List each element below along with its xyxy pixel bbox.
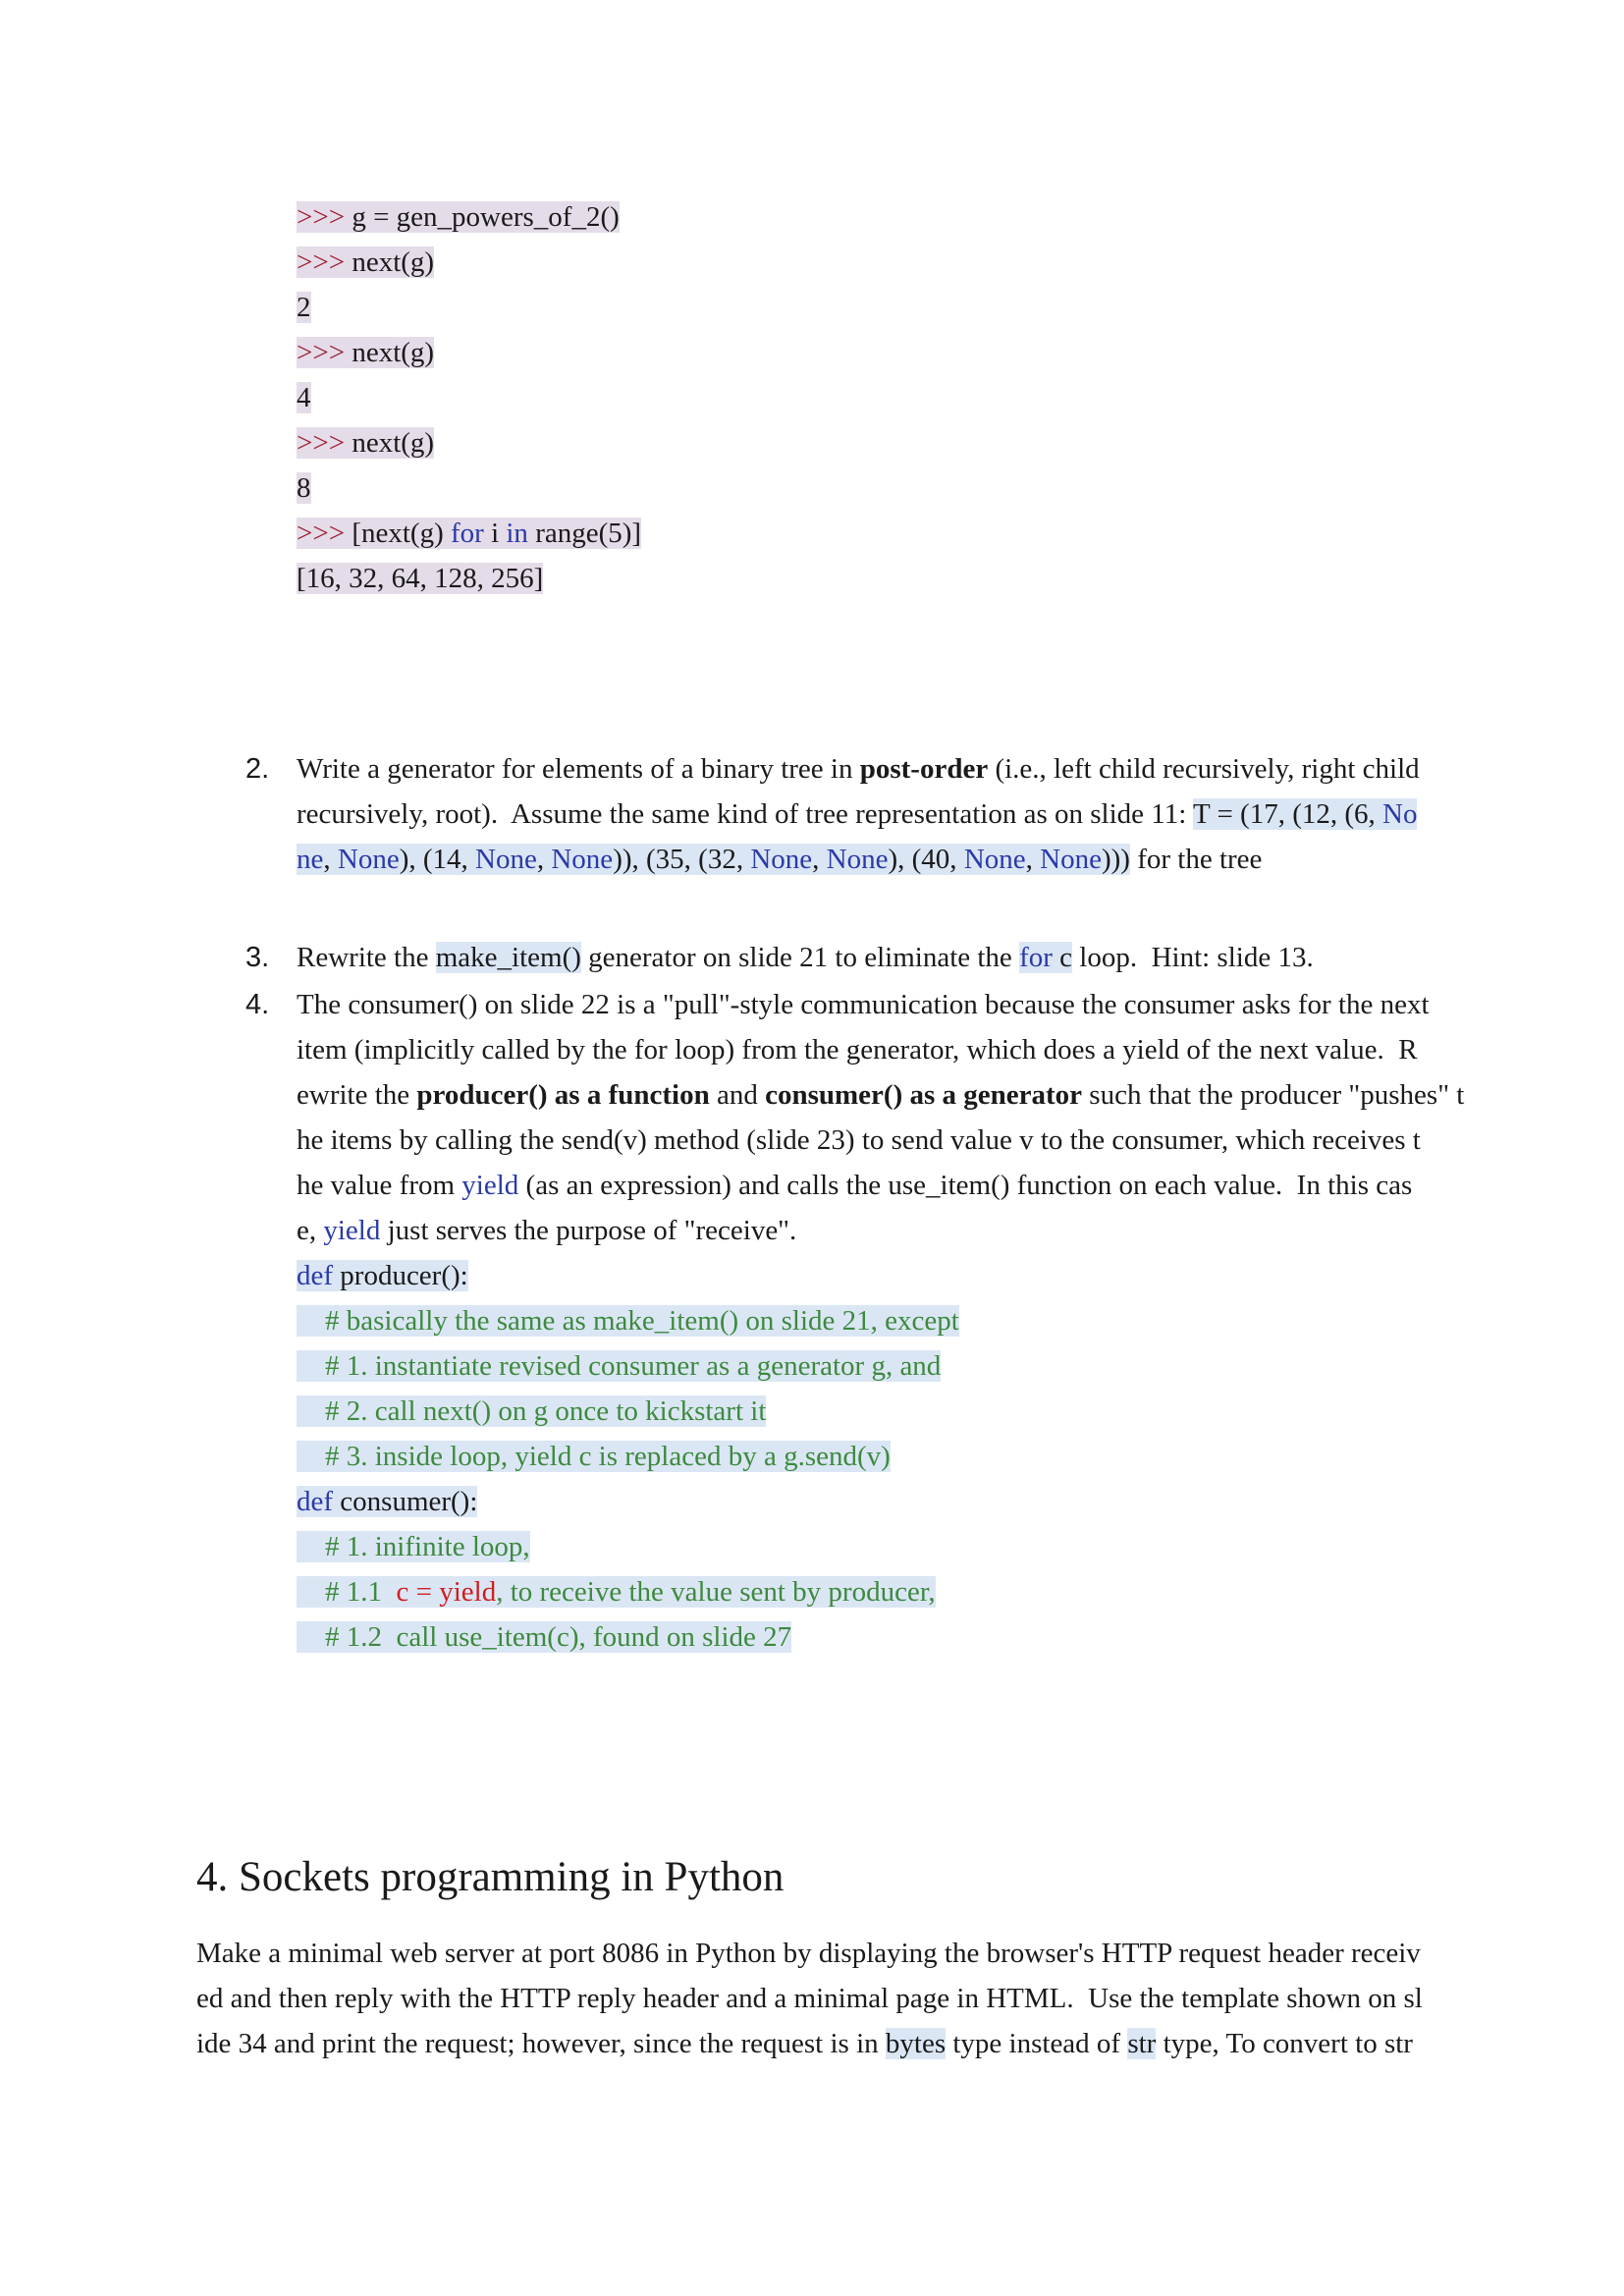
repl-code: i (483, 518, 507, 549)
repl-code: range(5)] (527, 518, 642, 549)
bold-text: consumer() as a generator (765, 1079, 1083, 1111)
paragraph-line: he items by calling the send(v) method (slide 23) to send value v to the consumer, which receives t (297, 1124, 1421, 1156)
repl-prompt: >>> (297, 246, 346, 278)
code-text: c (1052, 942, 1073, 973)
code-comment: # 3. inside loop, yield c is replaced by a g.send(v) (297, 1441, 891, 1472)
code-text: consumer(): (333, 1486, 478, 1517)
code-line (297, 1614, 791, 1660)
code-keyword: for (1019, 942, 1053, 973)
code-text: str (1127, 2028, 1157, 2059)
code-keyword: None (475, 844, 537, 875)
code-keyword: yield (461, 1170, 519, 1201)
paragraph-line (297, 1163, 1412, 1208)
code-comment: # basically the same as make_item() on slide 21, except (297, 1305, 959, 1337)
text: ewrite the (297, 1079, 417, 1111)
code-keyword: None (963, 844, 1026, 875)
code-text: producer(): (333, 1260, 468, 1291)
code-keyword: No (1382, 798, 1418, 830)
code-comment: # 1. inifinite loop, (297, 1531, 530, 1562)
repl-code: next(g) (345, 337, 435, 368)
repl-keyword: for (450, 518, 484, 549)
paragraph-line (297, 1072, 1464, 1118)
repl-output-text: 4 (297, 382, 311, 413)
list-number: 2. (245, 753, 270, 785)
list-number: 4. (245, 989, 270, 1020)
text: ide 34 and print the request; however, since the request is in (196, 2028, 886, 2059)
paragraph-line: ed and then reply with the HTTP reply header and a minimal page in HTML. Use the template shown on sl (196, 1983, 1423, 2014)
text: Rewrite the (297, 942, 436, 973)
code-text: , (323, 844, 338, 875)
code-keyword: ne (297, 844, 324, 875)
code-line (297, 1253, 468, 1298)
list-number: 3. (245, 942, 270, 973)
code-comment: # 1. instantiate revised consumer as a generator g, and (297, 1350, 942, 1382)
code-keyword: None (551, 844, 614, 875)
code-line (297, 1389, 766, 1434)
repl-line (297, 194, 620, 240)
code-comment: # 2. call next() on g once to kickstart it (297, 1395, 767, 1427)
paragraph-line (297, 746, 1420, 792)
code-text: , (1025, 844, 1041, 875)
text: just serves the purpose of "receive". (380, 1215, 797, 1246)
bold-text: producer() as a function (416, 1079, 710, 1111)
code-text: ), (40, (888, 844, 964, 875)
repl-line (297, 511, 641, 556)
repl-output (297, 465, 311, 511)
repl-code: next(g) (345, 427, 435, 459)
repl-code: next(g) (345, 246, 435, 278)
text: generator on slide 21 to eliminate the (580, 942, 1020, 973)
code-text: ))) (1101, 844, 1130, 875)
code-keyword: None (750, 844, 813, 875)
repl-line (297, 330, 434, 375)
text: e, (297, 1215, 324, 1246)
code-line (297, 1524, 530, 1569)
code-keyword: def (297, 1486, 334, 1517)
bold-text: post-order (859, 753, 989, 785)
text: loop. Hint: slide 13. (1072, 942, 1314, 973)
text: such that the producer "pushes" t (1082, 1079, 1465, 1111)
section-heading: 4. Sockets programming in Python (196, 1854, 785, 1900)
repl-prompt: >>> (297, 201, 346, 233)
code-text: make_item() (435, 942, 581, 973)
text: type, To convert to str (1156, 2028, 1413, 2059)
repl-output (297, 285, 311, 330)
repl-output-text: [16, 32, 64, 128, 256] (297, 563, 544, 594)
repl-keyword: in (506, 518, 528, 549)
repl-output-text: 8 (297, 472, 311, 504)
code-text: , (812, 844, 827, 875)
code-line (297, 1569, 936, 1614)
repl-prompt: >>> (297, 518, 346, 549)
code-text: )), (35, (32, (613, 844, 751, 875)
paragraph-line: Make a minimal web server at port 8086 in Python by displaying the browser's HTTP request header receiv (196, 1938, 1421, 1969)
code-line (297, 1298, 959, 1343)
repl-line (297, 420, 434, 465)
code-highlight-red: c = yield (396, 1576, 497, 1608)
paragraph-line (297, 1208, 796, 1253)
text: (as an expression) and calls the use_item() function on each value. In this cas (518, 1170, 1413, 1201)
text: Write a generator for elements of a binary tree in (297, 753, 860, 785)
code-keyword: None (337, 844, 400, 875)
text: recursively, root). Assume the same kind of tree representation as on slide 11: (297, 798, 1193, 830)
code-line (297, 1479, 477, 1524)
code-text: bytes (885, 2028, 947, 2059)
repl-output (297, 375, 311, 420)
code-keyword: None (826, 844, 889, 875)
paragraph-line (297, 837, 1262, 882)
code-text: , (536, 844, 552, 875)
code-text: T = (17, (12, (6, (1193, 798, 1383, 830)
code-text: ), (14, (399, 844, 476, 875)
repl-code: [next(g) (345, 518, 451, 549)
code-keyword: yield (323, 1215, 381, 1246)
repl-code: g = gen_powers_of_2() (345, 201, 620, 233)
text: for the tree (1129, 844, 1263, 875)
code-line (297, 1343, 941, 1389)
paragraph-line: The consumer() on slide 22 is a "pull"-style communication because the consumer asks for the next (297, 989, 1430, 1020)
paragraph-line (196, 2021, 1413, 2066)
repl-line (297, 240, 434, 285)
code-keyword: def (297, 1260, 334, 1291)
text: type instead of (946, 2028, 1128, 2059)
text: he value from (297, 1170, 462, 1201)
code-line (297, 1434, 891, 1479)
code-keyword: None (1040, 844, 1102, 875)
text: (i.e., left child recursively, right child (988, 753, 1420, 785)
code-comment: , to receive the value sent by producer, (496, 1576, 936, 1608)
repl-prompt: >>> (297, 427, 346, 459)
repl-output (297, 556, 543, 601)
paragraph-line (297, 935, 1314, 980)
code-comment: # 1.1 (297, 1576, 397, 1608)
text: and (709, 1079, 766, 1111)
repl-output-text: 2 (297, 292, 311, 323)
paragraph-line (297, 792, 1417, 837)
paragraph-line: item (implicitly called by the for loop) from the generator, which does a yield of the next value. R (297, 1034, 1418, 1066)
code-comment: # 1.2 call use_item(c), found on slide 27 (297, 1621, 792, 1653)
repl-prompt: >>> (297, 337, 346, 368)
